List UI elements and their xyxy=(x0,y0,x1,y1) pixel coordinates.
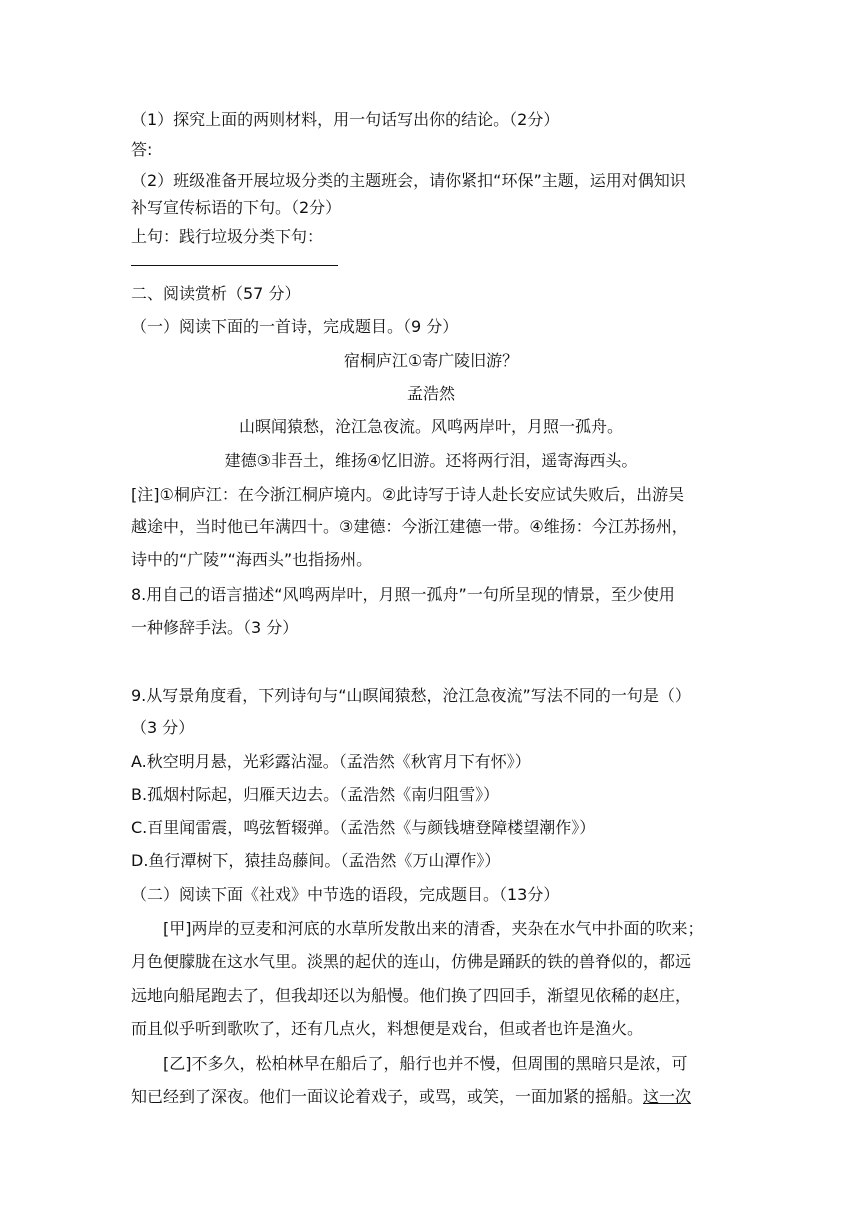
poem-line-2: 建德③非吾土，维扬④忆旧游。还将两行泪，遥寄海西头。 xyxy=(224,451,638,470)
question-2-line-3: 上句：践行垃圾分类下句： xyxy=(131,227,324,246)
option-d: D.鱼行潭树下，猿挂岛藤间。（孟浩然《万山潭作》） xyxy=(131,851,501,870)
note-line-1: [注]①桐庐江：在今浙江桐庐境内。②此诗写于诗人赴长安应试失败后，出游吴 xyxy=(131,485,685,504)
poem-author: 孟浩然 xyxy=(406,384,455,403)
part-2-heading: （二）阅读下面《社戏》中节选的语段，完成题目。（13分） xyxy=(131,885,560,904)
passage-yi-text: 知已经到了深夜。他们一面议论着戏子，或骂，或笑，一面加紧的摇船。 xyxy=(131,1087,644,1106)
poem-title: 宿桐庐江①寄广陵旧游？ xyxy=(343,351,519,370)
question-8-line-1: 8.用自己的语言描述“风鸣两岸叶，月照一孤舟”一句所呈现的情景，至少使用 xyxy=(131,585,675,604)
section-2-heading: 二、阅读赏析（57 分） xyxy=(131,284,301,303)
note-line-3: 诗中的“广陵”“海西头”也指扬州。 xyxy=(131,550,373,569)
option-b: B.孤烟村际起，归雁天边去。（孟浩然《南归阻雪》） xyxy=(131,785,500,804)
question-1: （1）探究上面的两则材料，用一句话写出你的结论。（2分） xyxy=(131,110,560,129)
question-2-line-1: （2）班级准备开展垃圾分类的主题班会，请你紧扣“环保”主题，运用对偶知识 xyxy=(131,171,686,190)
passage-jia-line-3: 远地向船尾跑去了，但我却还以为船慢。他们换了四回手，渐望见依稀的赵庄， xyxy=(131,986,692,1005)
note-line-2: 越途中，当时他已年满四十。③建德：今浙江建德一带。④维扬：今江苏扬州， xyxy=(131,517,688,536)
question-9-line-2: （3 分） xyxy=(131,718,195,737)
answer-underline xyxy=(131,265,338,266)
passage-jia-line-1: [甲]两岸的豆麦和河底的水草所发散出来的清香，夹杂在水气中扑面的吹来； xyxy=(163,919,704,938)
question-8-line-2: 一种修辞手法。（3 分） xyxy=(131,618,299,637)
question-2-line-2: 补写宣传标语的下句。（2分） xyxy=(131,198,342,217)
poem-line-1: 山暝闻猿愁，沧江急夜流。风鸣两岸叶，月照一孤舟。 xyxy=(238,417,623,436)
answer-label: 答: xyxy=(131,140,153,159)
passage-jia-line-4: 而且似乎听到歌吹了，还有几点火，料想便是戏台，但或者也许是渔火。 xyxy=(131,1019,644,1038)
passage-yi-line-1: [乙]不多久，松柏林早在船后了，船行也并不慢，但周围的黑暗只是浓，可 xyxy=(163,1054,688,1073)
question-9-line-1: 9.从写景角度看，下列诗句与“山暝闻猿愁，沧江急夜流”写法不同的一句是（） xyxy=(131,686,691,705)
underlined-phrase: 这一次 xyxy=(643,1087,692,1106)
option-a: A.秋空明月悬，光彩露沾湿。（孟浩然《秋宵月下有怀》） xyxy=(131,752,531,771)
option-c: C.百里闻雷震，鸣弦暂辍弹。（孟浩然《与颜钱塘登障楼望潮作》） xyxy=(131,818,596,837)
part-1-heading: （一）阅读下面的一首诗，完成题目。（9 分） xyxy=(131,317,459,336)
passage-yi-line-2 xyxy=(131,1086,691,1108)
passage-jia-line-2: 月色便朦胧在这水气里。淡黑的起伏的连山，仿佛是踊跃的铁的兽脊似的，都远 xyxy=(131,952,692,971)
